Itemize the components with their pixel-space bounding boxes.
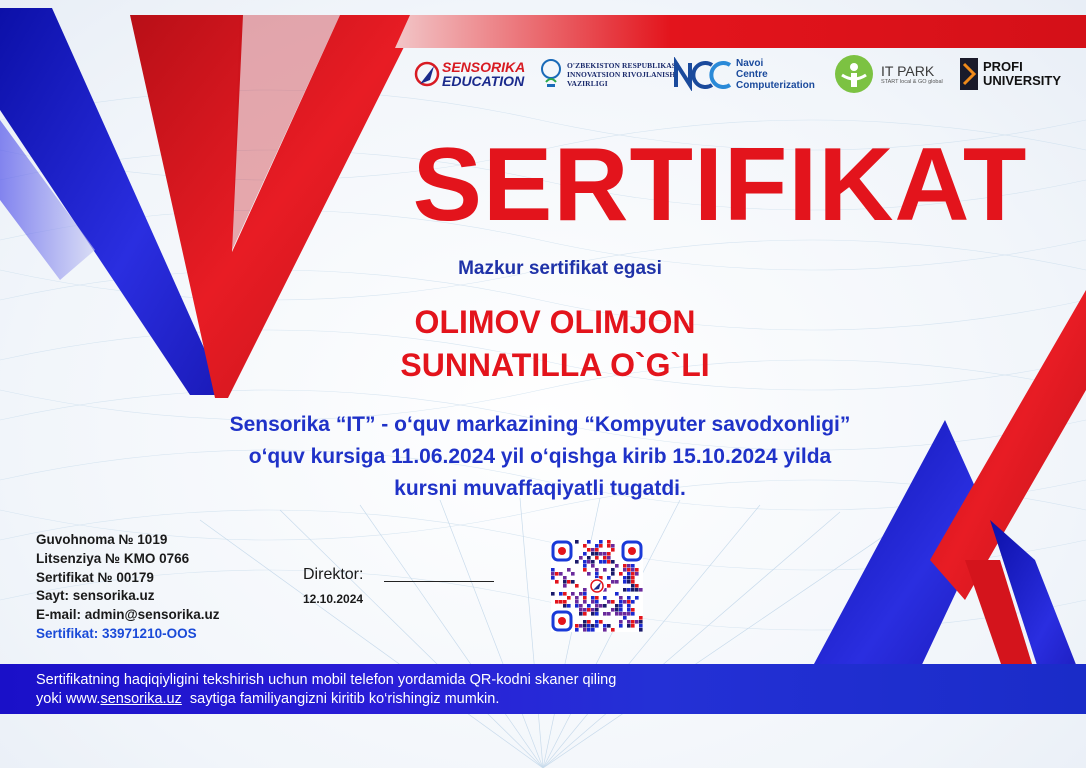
ministry-line3: VAZIRLIGI: [567, 78, 608, 88]
sensorika-logo-text: SENSORIKA: [442, 59, 526, 75]
ncc-logo: [672, 52, 815, 96]
profi-university-logo: [958, 52, 1061, 96]
lightbulb-icon: [538, 56, 564, 92]
info-sertifikat-code: Sertifikat: 33971210-OOS: [36, 626, 197, 641]
profi-emblem-icon: [958, 56, 980, 92]
itpark-name: IT PARK: [881, 63, 935, 79]
sensorika-rocket-icon: [414, 58, 440, 90]
ncc-line2: Centre: [736, 68, 768, 80]
info-guvohnoma: Guvohnoma № 1019: [36, 532, 168, 547]
itpark-logo: [833, 52, 943, 96]
info-website: Sayt: sensorika.uz: [36, 588, 155, 603]
itpark-emblem-icon: [833, 53, 875, 95]
ministry-logo: [538, 52, 679, 96]
holder-name-line2: SUNNATILLA O`G`LI: [400, 347, 710, 383]
info-litsenziya: Litsenziya № KMO 0766: [36, 551, 190, 566]
signature-line: [384, 581, 494, 582]
footer-prefix: yoki www.: [36, 691, 101, 707]
issue-date: 12.10.2024: [303, 592, 364, 606]
education-logo-text: EDUCATION: [442, 73, 525, 89]
certificate-subtitle: Mazkur sertifikat egasi: [458, 258, 662, 279]
holder-name-line1: OLIMOV OLIMJON: [414, 304, 696, 340]
top-red-band: [395, 15, 1086, 48]
ministry-line1: O'ZBEKISTON RESPUBLIKASI: [567, 60, 680, 70]
description-line3: kursni muvaffaqiyatli tugatdi.: [394, 477, 686, 500]
footer-line1: Sertifikatning haqiqiyligini tekshirish uchun mobil telefon yordamida QR-kodni skaner qiling: [36, 672, 617, 688]
footer-line2: [36, 691, 499, 707]
radiating-lines: [200, 498, 900, 768]
certificate-title: SERTIFIKAT: [412, 127, 1028, 243]
profi-line1: PROFI: [983, 59, 1023, 74]
description-line2: o‘quv kursiga 11.06.2024 yil o‘qishga kirib 15.10.2024 yilda: [248, 445, 832, 468]
ministry-line2: INNOVATSION RIVOJLANISH: [567, 69, 676, 79]
director-label: Direktor:: [303, 566, 364, 583]
profi-line2: UNIVERSITY: [983, 73, 1062, 88]
info-email: E-mail: admin@sensorika.uz: [36, 607, 220, 622]
ncc-line3: Computerization: [736, 79, 815, 91]
description-line1: Sensorika “IT” - o‘quv markazining “Kompyuter savodxonligi”: [229, 413, 851, 436]
info-sertifikat-number: Sertifikat № 00179: [36, 570, 154, 585]
sensorika-education-logo: [414, 52, 525, 96]
itpark-tagline: START local & GO global: [881, 79, 943, 85]
footer-suffix: saytiga familiyangizni kiritib ko‘rishingiz mumkin.: [181, 691, 500, 707]
footer-website-link[interactable]: sensorika.uz: [100, 691, 182, 707]
qr-code[interactable]: [551, 540, 643, 632]
ncc-emblem-icon: [672, 57, 732, 91]
ncc-line1: Navoi: [736, 57, 764, 69]
